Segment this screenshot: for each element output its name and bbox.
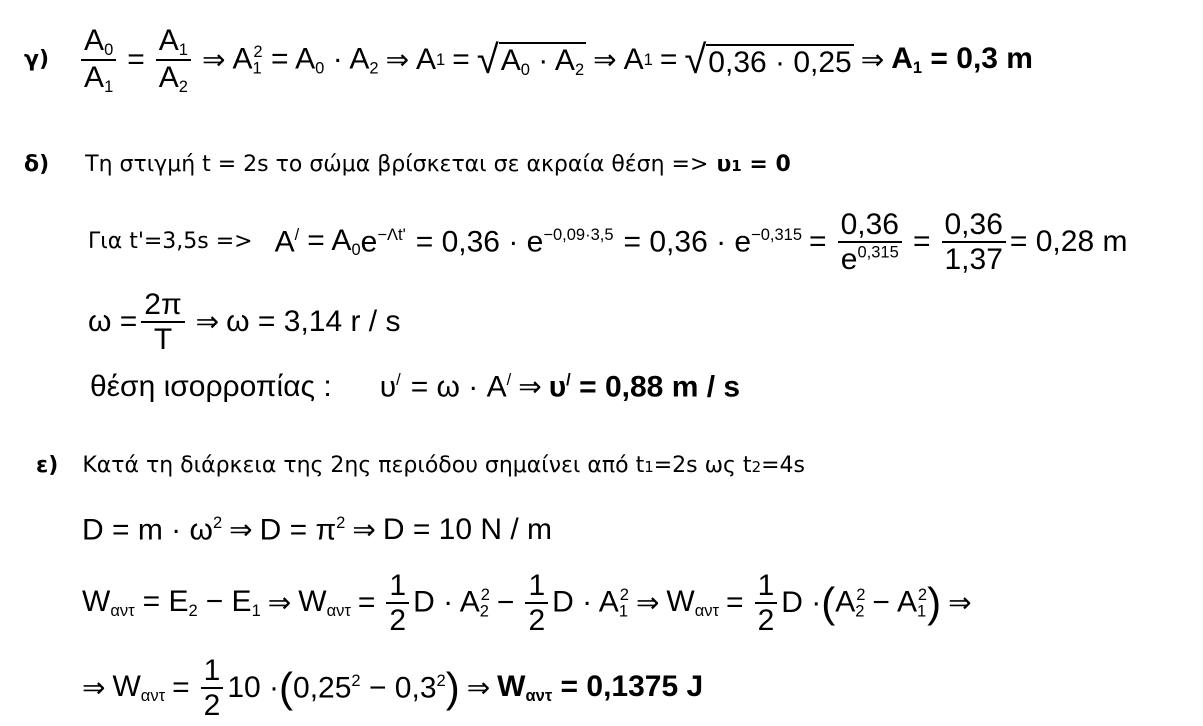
a1-numeric-sqrt: A 1 = √ 0,36 · 0,25	[623, 38, 852, 82]
epsilon-work-result: $W_{\alpha\nu\tau} = 0,1375$ J	[497, 669, 704, 705]
a1-sqrt-expr: A 1 = √ $A_0 \cdot A_2$	[416, 38, 585, 83]
a1-squared: $A_1^2 = A_0 \cdot A_2$	[232, 42, 379, 77]
epsilon-label: ε)	[36, 453, 59, 478]
implies-arrow: ⇒	[201, 44, 226, 75]
delta-intro-line: δ) Τη στιγμή t = 2s το σώμα βρίσκεται σε ακραία θέση => υ1 = 0	[24, 152, 791, 177]
fraction-036-e0315: $\frac{0,36}{e^{0,315}}$	[838, 208, 902, 276]
sqrt-symbol: √ $A_0 \cdot A_2$	[476, 38, 585, 83]
delta-velocity-line: θέση ισορροπίας : υ/ = ω · A/ ⇒ υ/ = 0,88 m / s	[90, 370, 741, 404]
fraction-2pi-t: $\frac{2\pi}{T}$	[141, 288, 184, 356]
delta-u1-result: υ1 = 0	[716, 152, 791, 177]
epsilon-spring-constant-line: $D = m \cdot \omega^2$ ⇒ $D = \pi^2$ ⇒ D = 10 N / m	[82, 513, 553, 547]
a-prime: A/	[274, 225, 300, 259]
epsilon-work-line: $W_{\alpha\nu\tau}$ = $E_2$ − $E_1$ ⇒ $W_{\alpha\nu\tau}$ = $\frac{1}{2}$ $D \cdot A_2^2$ − $\frac{1}{2}$ $D \cdot A_1^2$ ⇒ $W_{\alpha\nu\tau}$ = $\frac{1}{2}$ D · ( $A_2^2$ − $A_1^2$ ) ⇒	[82, 569, 972, 637]
delta-label: δ)	[24, 152, 50, 177]
delta-amplitude-line: Για t'=3,5s => A/ = $A_0$ $e^{-\Lambda t'}$ = $0,36 \cdot e^{-0,09\cdot 3,5}$ = $0,36 \cdot e^{-0,315}$ = $\frac{0,36}{e^{0,315}}$ = $\frac{0,36}{1,37}$ = 0,28 m	[88, 208, 1128, 276]
gamma-result: $A_1 = 0,3$ m	[891, 41, 1033, 77]
gamma-label: γ)	[24, 47, 50, 72]
gamma-equation: γ) $\frac{A_0}{A_1}$ = $\frac{A_1}{A_2}$ ⇒ $A_1^2 = A_0 \cdot A_2$ ⇒ A 1 = √ $A_0 \cdot A_2$ ⇒ A 1 = √ 0,36 · 0,25 ⇒ $A_1 = 0,3$ m	[24, 23, 1033, 96]
epsilon-final-line: ⇒ $W_{\alpha\nu\tau}$ = $\frac{1}{2}$ 10 · ( $0,25^2 - 0,3^2$ ) ⇒ $W_{\alpha\nu\tau} = 0,1375$ J	[82, 654, 704, 722]
epsilon-intro-line: ε) Κατά τη διάρκεια της 2ης περιόδου σημαίνει από t1=2s ως t2=4s	[36, 453, 805, 478]
fraction-036-137: $\frac{0,36}{1,37}$	[942, 208, 1006, 276]
fraction-a0-a1: $\frac{A_0}{A_1}$	[81, 24, 116, 96]
fraction-a1-a2: $\frac{A_1}{A_2}$	[156, 24, 191, 96]
delta-omega-line: ω = $\frac{2\pi}{T}$ ⇒ ω = 3,14 r / s	[88, 288, 401, 356]
delta-velocity-result: υ/ = 0,88 m / s	[548, 370, 741, 404]
